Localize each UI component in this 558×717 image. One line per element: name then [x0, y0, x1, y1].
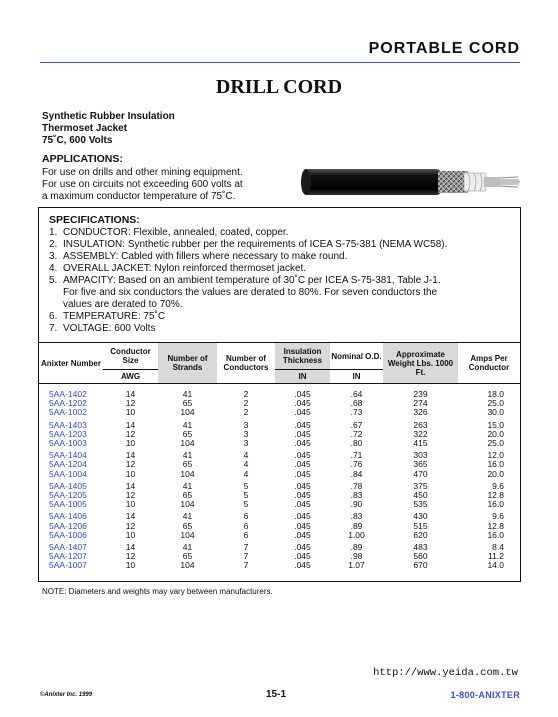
table-cell: .67 — [350, 419, 363, 430]
spec-text: ASSEMBLY: Cabled with fillers where necessary to make round. — [63, 251, 348, 262]
spec-text: TEMPERATURE: 75˚C — [63, 311, 166, 322]
table-cell: 10 — [125, 499, 136, 510]
table-cell: .76 — [350, 459, 363, 470]
table-cell: 1.00 — [348, 529, 365, 540]
table-cell: 4 — [243, 459, 249, 470]
table-cell: 10 — [125, 529, 136, 540]
spec-item — [49, 323, 155, 335]
table-cell: .045 — [294, 520, 311, 531]
table-cell: 14 — [125, 389, 136, 399]
table-cell: 5 — [243, 499, 249, 510]
table-cell: .83 — [350, 511, 363, 522]
table-cell: .045 — [294, 419, 311, 430]
table-cell: 9.6 — [492, 480, 504, 491]
part-number-cell: 5AA-1404 — [49, 450, 87, 461]
part-number-cell: 5AA-1206 — [49, 520, 87, 531]
table-cell: 263 — [413, 419, 428, 430]
table-cell: 41 — [182, 389, 193, 399]
part-number-cell: 5AA-1407 — [49, 542, 87, 553]
part-number-cell: 5AA-1403 — [49, 419, 87, 430]
table-cell: .045 — [294, 459, 311, 470]
table-cell: 12 — [125, 459, 136, 470]
table-cell: 12 — [125, 428, 136, 439]
spec-item — [49, 251, 347, 263]
table-cell: 104 — [180, 499, 195, 510]
spec-text: VOLTAGE: 600 Volts — [63, 323, 156, 334]
table-cell: 430 — [413, 511, 428, 522]
table-cell: 12 — [125, 490, 136, 501]
table-cell: 375 — [413, 480, 428, 491]
table-cell: 65 — [182, 520, 193, 531]
table-row — [39, 408, 520, 417]
table-cell: 10 — [125, 468, 136, 479]
table-cell: 16.0 — [487, 499, 504, 510]
part-number-cell: 5AA-1204 — [49, 459, 87, 470]
table-cell: 41 — [182, 511, 193, 522]
col-header-weight: Approximate Weight Lbs. 1000 Ft. — [383, 343, 458, 384]
table-cell: .71 — [350, 450, 363, 461]
table-cell: .64 — [350, 389, 363, 399]
table-cell: 25.0 — [487, 398, 504, 409]
table-cell: 6 — [243, 529, 249, 540]
col-header-amps: Amps Per Conductor — [458, 343, 520, 384]
table-cell: 10 — [125, 438, 136, 449]
table-cell: .045 — [294, 468, 311, 479]
table-cell: 18.0 — [487, 389, 504, 399]
table-cell: .045 — [294, 398, 311, 409]
spec-number: 5. — [49, 275, 58, 286]
part-number-cell: 5AA-1003 — [49, 438, 87, 449]
spec-continuation: For five and six conductors the values are derated to 80%. For seven conductors the — [63, 287, 438, 298]
table-row — [39, 384, 520, 400]
table-cell: .72 — [350, 428, 363, 439]
spec-item — [49, 239, 447, 251]
part-number-cell: 5AA-1203 — [49, 428, 87, 439]
spec-item — [49, 263, 306, 275]
spec-item — [49, 311, 165, 323]
table-row — [39, 479, 520, 491]
table-cell: .045 — [294, 542, 311, 553]
table-cell: 12.8 — [487, 490, 504, 501]
table-cell: 16.0 — [487, 459, 504, 470]
col-header-insulation: Insulation Thickness — [275, 343, 330, 370]
spec-number: 3. — [49, 251, 58, 262]
spec-text: INSULATION: Synthetic rubber per the requirements of ICEA S-75-381 (NEMA WC58). — [63, 239, 448, 250]
table-cell: 6 — [243, 520, 249, 531]
table-cell: .045 — [294, 551, 311, 562]
table-cell: 7 — [243, 551, 249, 562]
phone-number: 1-800-ANIXTER — [450, 690, 520, 700]
part-number-cell: 5AA-1006 — [49, 529, 87, 540]
table-cell: 104 — [180, 560, 195, 571]
applications-heading: APPLICATIONS: — [42, 153, 123, 165]
table-cell: 20.0 — [487, 468, 504, 479]
table-cell: 415 — [413, 438, 428, 449]
table-cell: .98 — [350, 551, 363, 562]
cable-photo-icon — [300, 165, 522, 201]
table-cell: 483 — [413, 542, 428, 553]
cable-spec-table — [39, 342, 520, 571]
table-cell: 303 — [413, 450, 428, 461]
spec-number: 6. — [49, 311, 58, 322]
table-cell: 14 — [125, 511, 136, 522]
page-number: 15-1 — [266, 689, 287, 700]
table-cell: 11.2 — [488, 551, 504, 562]
website-url[interactable]: http://www.yeida.com.tw — [373, 667, 518, 679]
spec-text: CONDUCTOR: Flexible, annealed, coated, copper. — [63, 227, 289, 238]
table-cell: .045 — [294, 499, 311, 510]
col-header-strands: Number of Strands — [158, 343, 217, 384]
spec-item — [49, 275, 441, 287]
table-row — [39, 500, 520, 509]
part-number-cell: 5AA-1402 — [49, 389, 87, 399]
table-row — [39, 522, 520, 531]
table-cell: 7 — [243, 560, 249, 571]
table-cell: 41 — [182, 450, 193, 461]
part-number-cell: 5AA-1406 — [49, 511, 87, 522]
table-cell: .90 — [350, 499, 363, 510]
spec-continuation: values are derated to 70%. — [63, 299, 183, 310]
header-rule — [40, 62, 520, 63]
table-cell: 365 — [413, 459, 428, 470]
table-cell: 104 — [180, 468, 195, 479]
applications-line: For use on circuits not exceeding 600 volts at — [42, 179, 243, 190]
table-cell: 450 — [413, 490, 428, 501]
table-cell: 9.6 — [492, 511, 504, 522]
table-cell: 322 — [413, 428, 428, 439]
table-cell: 3 — [243, 438, 249, 449]
table-cell: 2 — [243, 407, 249, 418]
part-number-cell: 5AA-1007 — [49, 560, 87, 571]
part-number-cell: 5AA-1405 — [49, 480, 87, 491]
table-cell: 620 — [413, 529, 428, 540]
table-cell: 14 — [125, 419, 136, 430]
table-cell: 6 — [243, 511, 249, 522]
part-number-cell: 5AA-1004 — [49, 468, 87, 479]
table-row — [39, 430, 520, 439]
intro-rating: 75˚C, 600 Volts — [42, 135, 113, 146]
table-cell: 4 — [243, 450, 249, 461]
applications-line: For use on drills and other mining equipment. — [42, 167, 243, 178]
table-cell: .045 — [294, 428, 311, 439]
col-unit-od: IN — [330, 370, 383, 384]
table-cell: 560 — [413, 551, 428, 562]
table-row — [39, 509, 520, 521]
spec-number: 4. — [49, 263, 58, 274]
table-cell: 515 — [413, 520, 428, 531]
table-cell: 30.0 — [487, 407, 504, 418]
applications-line: a maximum conductor temperature of 75˚C. — [42, 191, 236, 202]
table-row — [39, 448, 520, 460]
table-cell: .045 — [294, 529, 311, 540]
table-cell: .78 — [350, 480, 363, 491]
part-number-cell: 5AA-1202 — [49, 398, 87, 409]
table-note: NOTE: Diameters and weights may vary between manufacturers. — [42, 587, 273, 596]
table-cell: 8.4 — [492, 542, 504, 553]
specifications-heading: SPECIFICATIONS: — [49, 214, 140, 226]
col-header-conductor-size: Conductor Size — [103, 343, 158, 370]
table-cell: 65 — [182, 428, 193, 439]
table-cell: 5 — [243, 480, 249, 491]
table-cell: 2 — [243, 398, 249, 409]
table-cell: 104 — [180, 407, 195, 418]
table-cell: 2 — [243, 389, 249, 399]
table-cell: .045 — [294, 511, 311, 522]
table-cell: .045 — [294, 438, 311, 449]
table-cell: .045 — [294, 450, 311, 461]
table-row — [39, 460, 520, 469]
table-cell: 14.0 — [487, 560, 504, 571]
col-header-od: Nominal O.D. — [330, 343, 383, 370]
table-cell: 326 — [413, 407, 428, 418]
table-cell: .83 — [350, 490, 363, 501]
table-cell: 12.0 — [487, 450, 504, 461]
spec-number: 7. — [49, 323, 58, 334]
table-cell: 16.0 — [487, 529, 504, 540]
table-cell: 10 — [125, 560, 136, 571]
table-row — [39, 418, 520, 430]
table-row — [39, 470, 520, 479]
copyright: ©Anixter Inc. 1999 — [40, 692, 93, 698]
table-cell: 12 — [125, 398, 136, 409]
table-cell: 14 — [125, 450, 136, 461]
table-cell: 15.0 — [487, 419, 504, 430]
table-cell: 535 — [413, 499, 428, 510]
spec-text: AMPACITY: Based on an ambient temperature of 30˚C per ICEA S-75-381, Table J-1. — [63, 275, 441, 286]
table-row — [39, 552, 520, 561]
table-cell: 12 — [125, 520, 136, 531]
table-cell: 20.0 — [487, 428, 504, 439]
table-cell: 3 — [243, 428, 249, 439]
intro-jacket: Thermoset Jacket — [42, 123, 128, 134]
table-cell: .045 — [294, 407, 311, 418]
part-number-cell: 5AA-1207 — [49, 551, 87, 562]
table-cell: .84 — [350, 468, 363, 479]
table-cell: 104 — [180, 438, 195, 449]
col-unit-insulation: IN — [275, 370, 330, 384]
table-cell: 41 — [182, 542, 193, 553]
table-body — [39, 384, 520, 571]
table-cell: 670 — [413, 560, 428, 571]
spec-number: 2. — [49, 239, 58, 250]
table-cell: 25.0 — [487, 438, 504, 449]
table-cell: 7 — [243, 542, 249, 553]
table-cell: .045 — [294, 480, 311, 491]
part-number-cell: 5AA-1002 — [49, 407, 87, 418]
table-cell: 239 — [413, 389, 428, 399]
table-cell: .80 — [350, 438, 363, 449]
table-cell: 3 — [243, 419, 249, 430]
table-cell: .045 — [294, 490, 311, 501]
table-cell: .045 — [294, 560, 311, 571]
table-cell: 104 — [180, 529, 195, 540]
table-cell: .89 — [350, 520, 363, 531]
part-number-cell: 5AA-1205 — [49, 490, 87, 501]
col-header-conductors: Number of Conductors — [217, 343, 275, 384]
part-number-cell: 5AA-1005 — [49, 499, 87, 510]
table-row — [39, 561, 520, 570]
col-header-part-number: Anixter Number — [39, 343, 103, 384]
table-cell: 10 — [125, 407, 136, 418]
table-row — [39, 491, 520, 500]
table-cell: 14 — [125, 542, 136, 553]
table-cell: .045 — [294, 389, 311, 399]
spec-item — [49, 227, 288, 239]
table-cell: .68 — [350, 398, 363, 409]
table-row — [39, 399, 520, 408]
document-title: DRILL CORD — [215, 76, 343, 98]
table-row — [39, 439, 520, 448]
table-cell: 4 — [243, 468, 249, 479]
spec-number: 1. — [49, 227, 58, 238]
table-cell: .89 — [350, 542, 363, 553]
table-cell: 274 — [413, 398, 428, 409]
table-cell: 1.07 — [348, 560, 365, 571]
intro-insulation: Synthetic Rubber Insulation — [42, 111, 175, 122]
table-cell: .73 — [350, 407, 363, 418]
table-cell: 41 — [182, 419, 193, 430]
table-cell: 65 — [182, 398, 193, 409]
table-cell: 41 — [182, 480, 193, 491]
table-cell: 65 — [182, 459, 193, 470]
col-unit-awg: AWG — [103, 370, 158, 384]
table-cell: 470 — [413, 468, 428, 479]
table-cell: 12.8 — [487, 520, 504, 531]
table-cell: 65 — [182, 551, 193, 562]
table-cell: 65 — [182, 490, 193, 501]
section-title: PORTABLE CORD — [368, 40, 520, 57]
table-cell: 14 — [125, 480, 136, 491]
table-cell: 12 — [125, 551, 136, 562]
table-cell: 5 — [243, 490, 249, 501]
spec-text: OVERALL JACKET: Nylon reinforced thermoset jacket. — [63, 263, 307, 274]
table-row — [39, 540, 520, 552]
table-row — [39, 531, 520, 540]
